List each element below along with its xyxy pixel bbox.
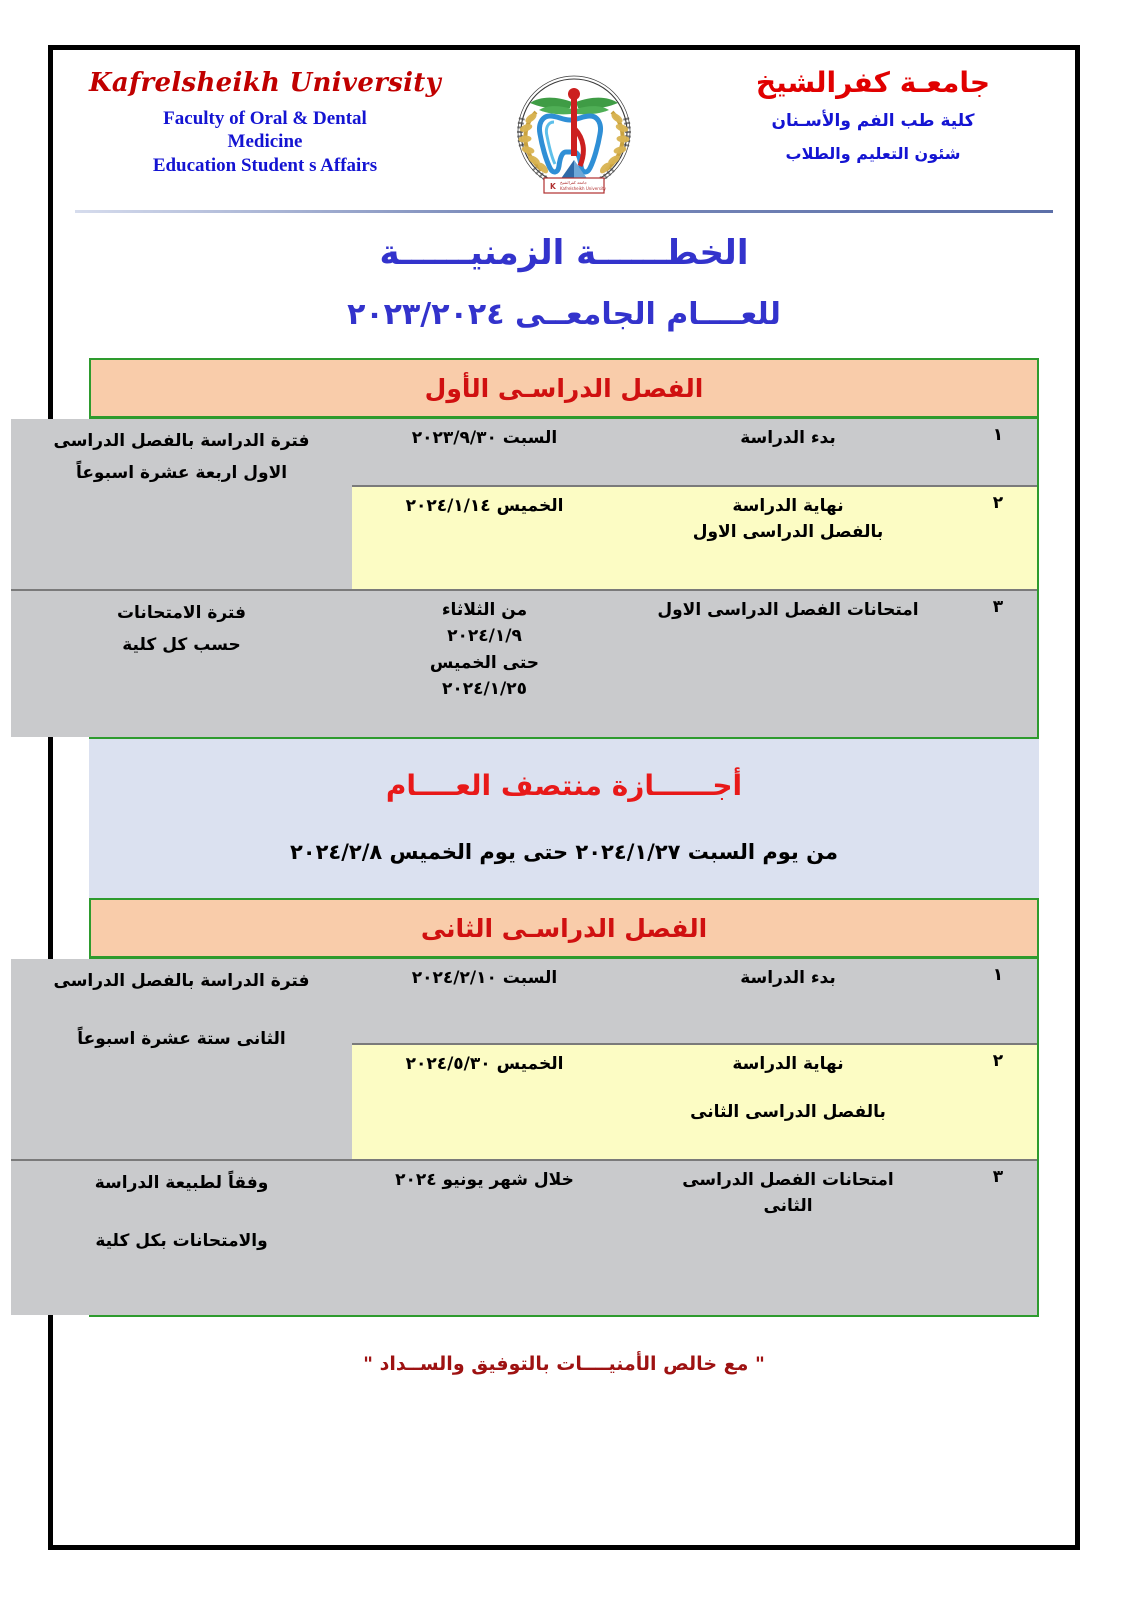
row-note-line2: الثانى ستة عشرة اسبوعاً xyxy=(77,1029,286,1050)
page-title-line1: الخطــــــة الزمنيــــــة xyxy=(379,233,749,273)
semester-2-heading-label: الفصل الدراسـى الثانى xyxy=(420,914,708,943)
row-note-line2: الاول اربعة عشرة اسبوعاً xyxy=(75,463,288,484)
faculty-name-english-line2: Medicine xyxy=(227,131,303,153)
semester-2-table xyxy=(11,959,1037,1315)
row-note xyxy=(11,419,352,590)
row-note xyxy=(11,590,352,737)
row-date-line2: ٢٠٢٤/١/٩ xyxy=(447,626,522,647)
document-footer xyxy=(75,1317,1053,1375)
semester-1-heading xyxy=(91,360,1037,419)
row-note-line1: فترة الدراسة بالفصل الدراسى xyxy=(53,971,310,991)
footer-wishes-text: " مع خالص الأمنيــــات بالتوفيق والســداد " xyxy=(363,1353,765,1375)
row-note xyxy=(11,959,352,1160)
row-item xyxy=(617,486,959,590)
row-date xyxy=(352,590,617,737)
table-row xyxy=(11,1160,1037,1315)
row-item-line2: الثانى xyxy=(763,1196,813,1217)
svg-text:K: K xyxy=(550,182,556,191)
row-date: الخميس ٢٠٢٤/١/١٤ xyxy=(352,486,617,590)
row-date: الخميس ٢٠٢٤/٥/٣٠ xyxy=(352,1044,617,1160)
row-note-line2: والامتحانات بكل كلية xyxy=(95,1231,268,1252)
row-item-line1: امتحانات الفصل الدراسى xyxy=(682,1170,894,1190)
row-note-line1: فترة الامتحانات xyxy=(116,603,247,623)
row-item xyxy=(617,1044,959,1160)
faculty-logo-container xyxy=(479,64,669,196)
table-row xyxy=(11,419,1037,486)
university-name-arabic: جامعـة كفرالشيخ xyxy=(755,66,991,99)
page-title xyxy=(75,213,1053,332)
semester-1-block xyxy=(53,358,1039,739)
masthead-arabic-block xyxy=(693,64,1053,163)
row-note-line2: حسب كل كلية xyxy=(122,635,241,656)
row-date-line4: ٢٠٢٤/١/٢٥ xyxy=(441,679,528,700)
row-item: امتحانات الفصل الدراسى الاول xyxy=(617,590,959,737)
row-item: بدء الدراسة xyxy=(617,419,959,486)
semester-2-heading xyxy=(91,900,1037,959)
row-serial: ٢ xyxy=(959,1044,1037,1160)
department-name-arabic: شئون التعليم والطلاب xyxy=(785,144,961,163)
row-date: السبت ٢٠٢٤/٢/١٠ xyxy=(352,959,617,1044)
masthead-english-block xyxy=(75,64,455,177)
semester-1-heading-label: الفصل الدراسـى الأول xyxy=(424,374,704,403)
row-date-line3: حتى الخميس xyxy=(429,652,540,673)
document-masthead xyxy=(75,58,1053,204)
row-item-line2: بالفصل الدراسى الاول xyxy=(692,522,884,543)
row-item-line1: نهاية الدراسة xyxy=(732,1054,844,1074)
document-page-frame xyxy=(48,45,1080,1550)
row-serial: ٢ xyxy=(959,486,1037,590)
row-serial: ١ xyxy=(959,419,1037,486)
row-note xyxy=(11,1160,352,1315)
row-note-line1: وفقاً لطبيعة الدراسة xyxy=(94,1173,269,1193)
table-row xyxy=(11,959,1037,1044)
mid-year-holiday-title: أجــــــازة منتصف العــــام xyxy=(385,769,743,802)
row-item: بدء الدراسة xyxy=(617,959,959,1044)
semester-2-block xyxy=(53,898,1039,1317)
row-serial: ١ xyxy=(959,959,1037,1044)
row-serial: ٣ xyxy=(959,590,1037,737)
faculty-name-english-line1: Faculty of Oral & Dental xyxy=(163,108,367,129)
faculty-name-english xyxy=(75,107,455,177)
dental-emblem-logo xyxy=(486,72,662,196)
logo-caption: Kafrelsheikh University xyxy=(560,186,607,191)
table-row xyxy=(11,590,1037,737)
row-item-line1: نهاية الدراسة xyxy=(732,496,844,516)
document-body xyxy=(53,50,1075,1545)
row-serial: ٣ xyxy=(959,1160,1037,1315)
row-note-line1: فترة الدراسة بالفصل الدراسى xyxy=(53,431,310,451)
mid-year-holiday-range: من يوم السبت ٢٠٢٤/١/٢٧ حتى يوم الخميس ٢٠٢٤/٢/٨ xyxy=(289,840,839,864)
row-date: السبت ٢٠٢٣/٩/٣٠ xyxy=(352,419,617,486)
university-name-english: Kafrelsheikh University xyxy=(88,68,441,98)
semester-1-table xyxy=(11,419,1037,737)
page-title-line2: للعــــام الجامعــى ٢٠٢٣/٢٠٢٤ xyxy=(347,297,781,332)
mid-year-holiday-section xyxy=(89,739,1039,898)
row-date: خلال شهر يونيو ٢٠٢٤ xyxy=(352,1160,617,1315)
faculty-name-english-line3: Education Student s Affairs xyxy=(152,154,378,176)
faculty-name-arabic: كلية طب الفم والأسـنان xyxy=(771,111,975,131)
svg-text:جامعة كفرالشيخ: جامعة كفرالشيخ xyxy=(560,180,588,185)
row-item-line2: بالفصل الدراسى الثانى xyxy=(690,1102,886,1123)
row-date-line1: من الثلاثاء xyxy=(441,600,528,620)
row-item xyxy=(617,1160,959,1315)
